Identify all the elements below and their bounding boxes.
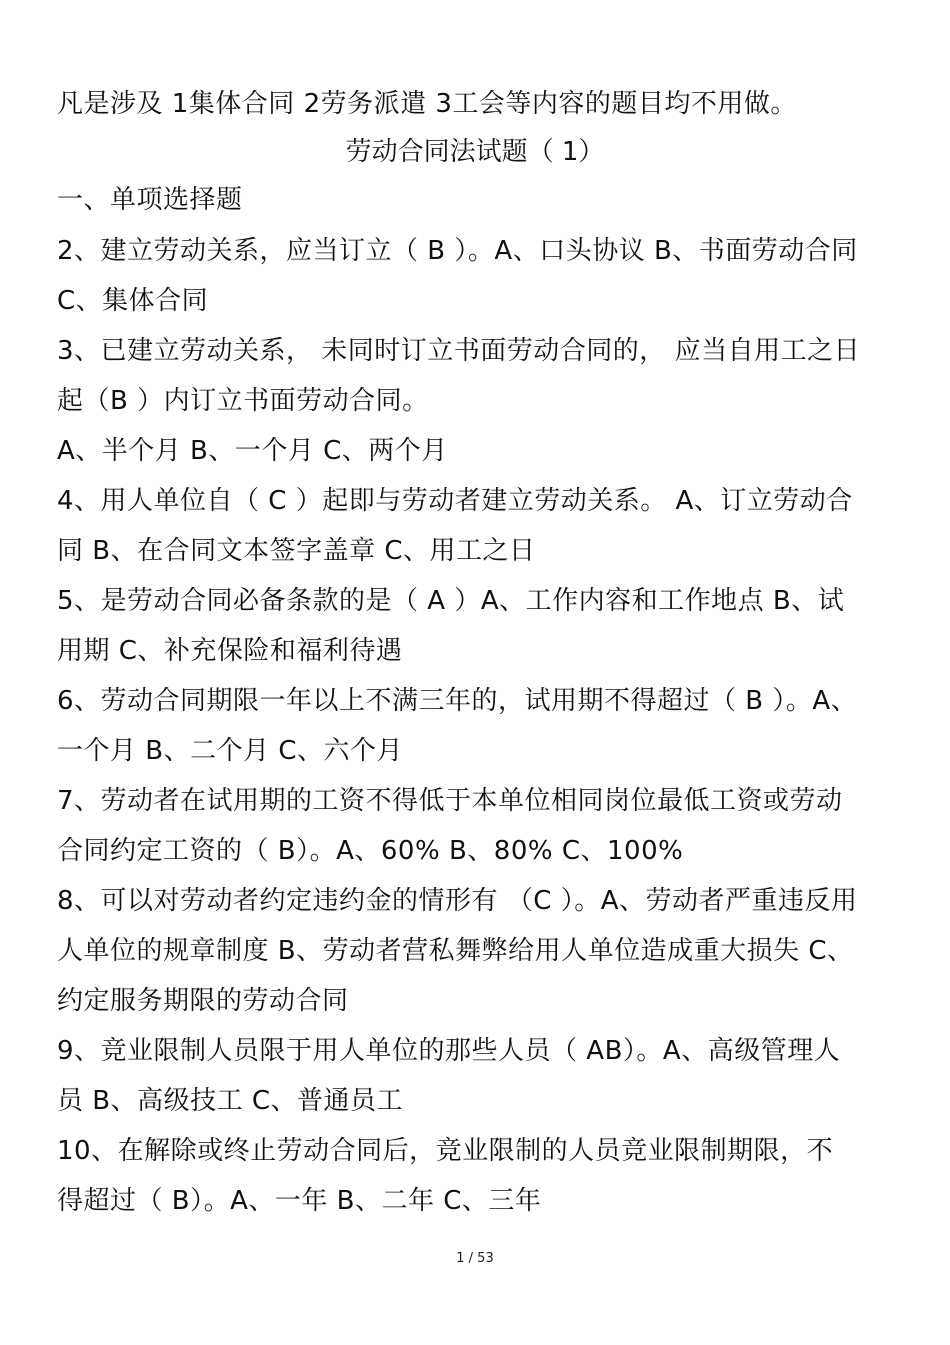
- text-line: 得超过（ B）。A、一年 B、二年 C、三年: [57, 1186, 542, 1216]
- text-line: 9、竞业限制人员限于用人单位的那些人员（ AB）。A、高级管理人: [57, 1036, 841, 1066]
- text-line: 同 B、在合同文本签字盖章 C、用工之日: [57, 536, 536, 566]
- document-title: 劳动合同法试题（ 1）: [345, 137, 605, 167]
- text-line: 一个月 B、二个月 C、六个月: [57, 736, 404, 766]
- text-line: A、半个月 B、一个月 C、两个月: [57, 436, 448, 466]
- text-line: 4、用人单位自（ C ）起即与劳动者建立劳动关系。 A、订立劳动合: [57, 486, 853, 516]
- section-heading: 一、单项选择题: [57, 185, 243, 215]
- text-line: 6、劳动合同期限一年以上不满三年的，试用期不得超过（ B ）。A、: [57, 686, 858, 716]
- text-line: C、集体合同: [57, 286, 209, 316]
- page-number: 1 / 53: [456, 1251, 494, 1266]
- text-line: 10、在解除或终止劳动合同后，竞业限制的人员竞业限制期限，不: [57, 1136, 834, 1166]
- notice-text: 凡是涉及 1集体合同 2劳务派遣 3工会等内容的题目均不用做。: [57, 89, 797, 119]
- text-line: 8、可以对劳动者约定违约金的情形有 （C ）。A、劳动者严重违反用: [57, 886, 858, 916]
- text-line: 3、已建立劳动关系， 未同时订立书面劳动合同的， 应当自用工之日: [57, 336, 861, 366]
- text-line: 起（B ）内订立书面劳动合同。: [57, 386, 429, 416]
- text-line: 合同约定工资的（ B）。A、60% B、80% C、100%: [57, 836, 684, 866]
- text-line: 2、建立劳动关系，应当订立（ B ）。A、口头协议 B、书面劳动合同: [57, 236, 858, 266]
- text-line: 人单位的规章制度 B、劳动者营私舞弊给用人单位造成重大损失 C、: [57, 936, 854, 966]
- text-line: 约定服务期限的劳动合同: [57, 986, 349, 1016]
- text-line: 5、是劳动合同必备条款的是（ A ）A、工作内容和工作地点 B、试: [57, 586, 845, 616]
- text-line: 用期 C、补充保险和福利待遇: [57, 636, 403, 666]
- text-line: 7、劳动者在试用期的工资不得低于本单位相同岗位最低工资或劳动: [57, 786, 843, 816]
- text-line: 员 B、高级技工 C、普通员工: [57, 1086, 404, 1116]
